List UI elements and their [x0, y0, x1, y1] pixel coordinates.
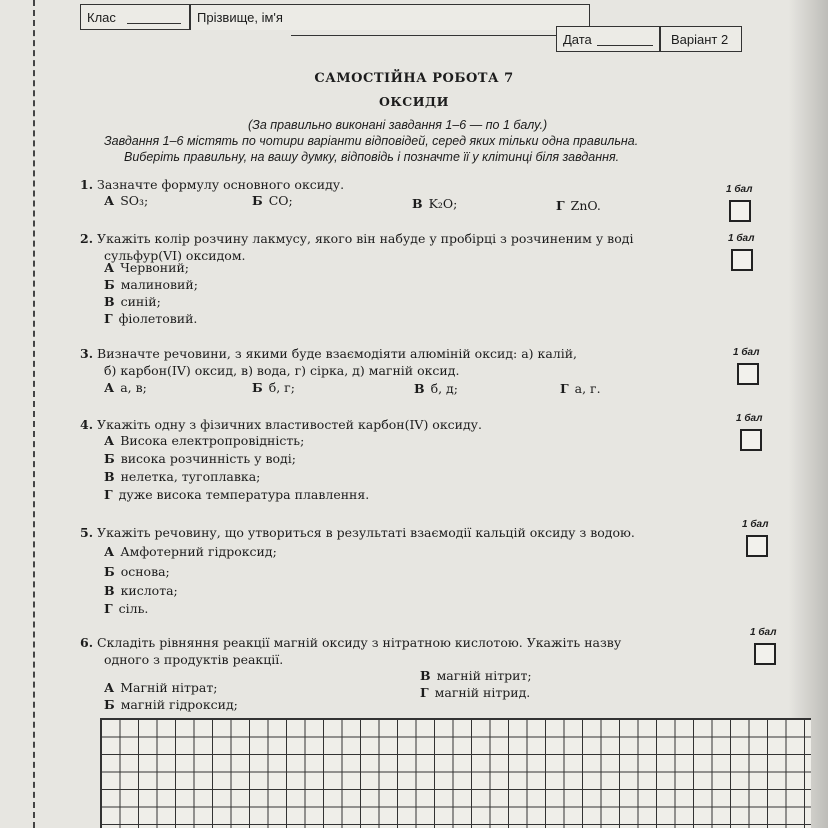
page-subtitle: ОКСИДИ — [379, 94, 449, 109]
q5-option-c: В кислота; — [104, 583, 178, 598]
q4-option-d: Г дуже висока температура плавлення. — [104, 487, 370, 502]
variant-label: Варіант 2 — [671, 32, 729, 47]
date-line — [597, 45, 653, 46]
question-4 — [80, 416, 482, 433]
class-line — [127, 23, 181, 24]
question-3 — [80, 345, 577, 379]
q4-option-a: А Висока електропровідність; — [104, 433, 305, 448]
q5-score: 1 бал — [742, 519, 769, 530]
q2-answer-box[interactable] — [731, 249, 753, 271]
work-grid[interactable] — [100, 718, 811, 828]
q6-option-c: В магній нітрит; — [420, 668, 532, 683]
class-label: Клас — [87, 10, 116, 25]
q5-option-a: А Амфотерний гідроксид; — [104, 544, 277, 559]
question-number: 3. — [80, 346, 94, 361]
question-2 — [80, 230, 633, 264]
question-number: 6. — [80, 635, 94, 650]
q6-score: 1 бал — [750, 627, 777, 638]
q6-option-a: А Магній нітрат; — [104, 680, 218, 695]
q5-answer-box[interactable] — [746, 535, 768, 557]
page-title: САМОСТІЙНА РОБОТА 7 — [314, 71, 514, 86]
q5-option-d: Г сіль. — [104, 601, 149, 616]
date-label: Дата — [563, 32, 592, 47]
surname-field[interactable] — [190, 4, 590, 30]
page-shadow — [788, 0, 828, 828]
question-number: 4. — [80, 417, 94, 432]
q3-option-b: Б б, г; — [252, 380, 295, 395]
question-text-cont: одного з продуктів реакції. — [104, 652, 284, 667]
q1-option-d: Г ZnO. — [556, 198, 601, 213]
q4-score: 1 бал — [736, 413, 763, 424]
q2-option-b: Б малиновий; — [104, 277, 198, 292]
q3-option-c: В б, д; — [414, 381, 458, 396]
question-6 — [80, 634, 621, 668]
surname-label: Прізвище, ім'я — [197, 10, 283, 25]
question-text-cont: сульфур(VI) оксидом. — [104, 248, 246, 263]
q1-option-b: Б CO; — [252, 193, 293, 208]
q3-option-d: Г а, г. — [560, 381, 601, 396]
instruction-line-3: Виберіть правильну, на вашу думку, відповідь і позначте її у клітинці біля завдання. — [124, 150, 620, 164]
q3-option-a: А а, в; — [104, 380, 147, 395]
q1-score: 1 бал — [726, 184, 753, 195]
question-text: Складіть рівняння реакції магній оксиду з нітратною кислотою. Укажіть назву — [97, 635, 622, 650]
class-field[interactable] — [80, 4, 190, 30]
question-text: Зазначте формулу основного оксиду. — [97, 177, 345, 192]
cut-line — [33, 0, 35, 828]
q4-option-c: В нелетка, тугоплавка; — [104, 469, 261, 484]
q1-option-c: В K₂O; — [412, 196, 458, 211]
header — [80, 4, 742, 54]
variant-box — [660, 26, 742, 52]
instruction-line-2: Завдання 1–6 містять по чотири варіанти відповідей, серед яких тільки одна правильна. — [104, 134, 639, 148]
date-field[interactable] — [556, 26, 660, 52]
q2-option-d: Г фіолетовий. — [104, 311, 198, 326]
q1-answer-box[interactable] — [729, 200, 751, 222]
question-number: 1. — [80, 177, 94, 192]
q4-answer-box[interactable] — [740, 429, 762, 451]
q6-option-b: Б магній гідроксид; — [104, 697, 238, 712]
q3-score: 1 бал — [733, 347, 760, 358]
q3-answer-box[interactable] — [737, 363, 759, 385]
question-1 — [80, 176, 344, 193]
q4-option-b: Б висока розчинність у воді; — [104, 451, 296, 466]
instruction-line-1: (За правильно виконані завдання 1–6 — по 1 балу.) — [248, 118, 548, 132]
q5-option-b: Б основа; — [104, 564, 170, 579]
surname-line — [291, 35, 581, 36]
q6-option-d: Г магній нітрид. — [420, 685, 531, 700]
question-text: Визначте речовини, з якими буде взаємодіяти алюміній оксид: а) калій, — [97, 346, 578, 361]
question-5 — [80, 524, 635, 541]
question-text: Укажіть колір розчину лакмусу, якого він набуде у пробірці з розчиненим у воді — [97, 231, 634, 246]
question-text: Укажіть одну з фізичних властивостей карбон(IV) оксиду. — [97, 417, 482, 432]
q2-option-c: В синій; — [104, 294, 161, 309]
question-text: Укажіть речовину, що утвориться в результаті взаємодії кальцій оксиду з водою. — [97, 525, 635, 540]
q6-answer-box[interactable] — [754, 643, 776, 665]
q2-score: 1 бал — [728, 233, 755, 244]
q1-option-a: А SO₃; — [104, 193, 149, 208]
question-number: 2. — [80, 231, 94, 246]
q2-option-a: А Червоний; — [104, 260, 190, 275]
question-text-cont: б) карбон(IV) оксид, в) вода, г) сірка, д) магній оксид. — [104, 363, 460, 378]
question-number: 5. — [80, 525, 94, 540]
